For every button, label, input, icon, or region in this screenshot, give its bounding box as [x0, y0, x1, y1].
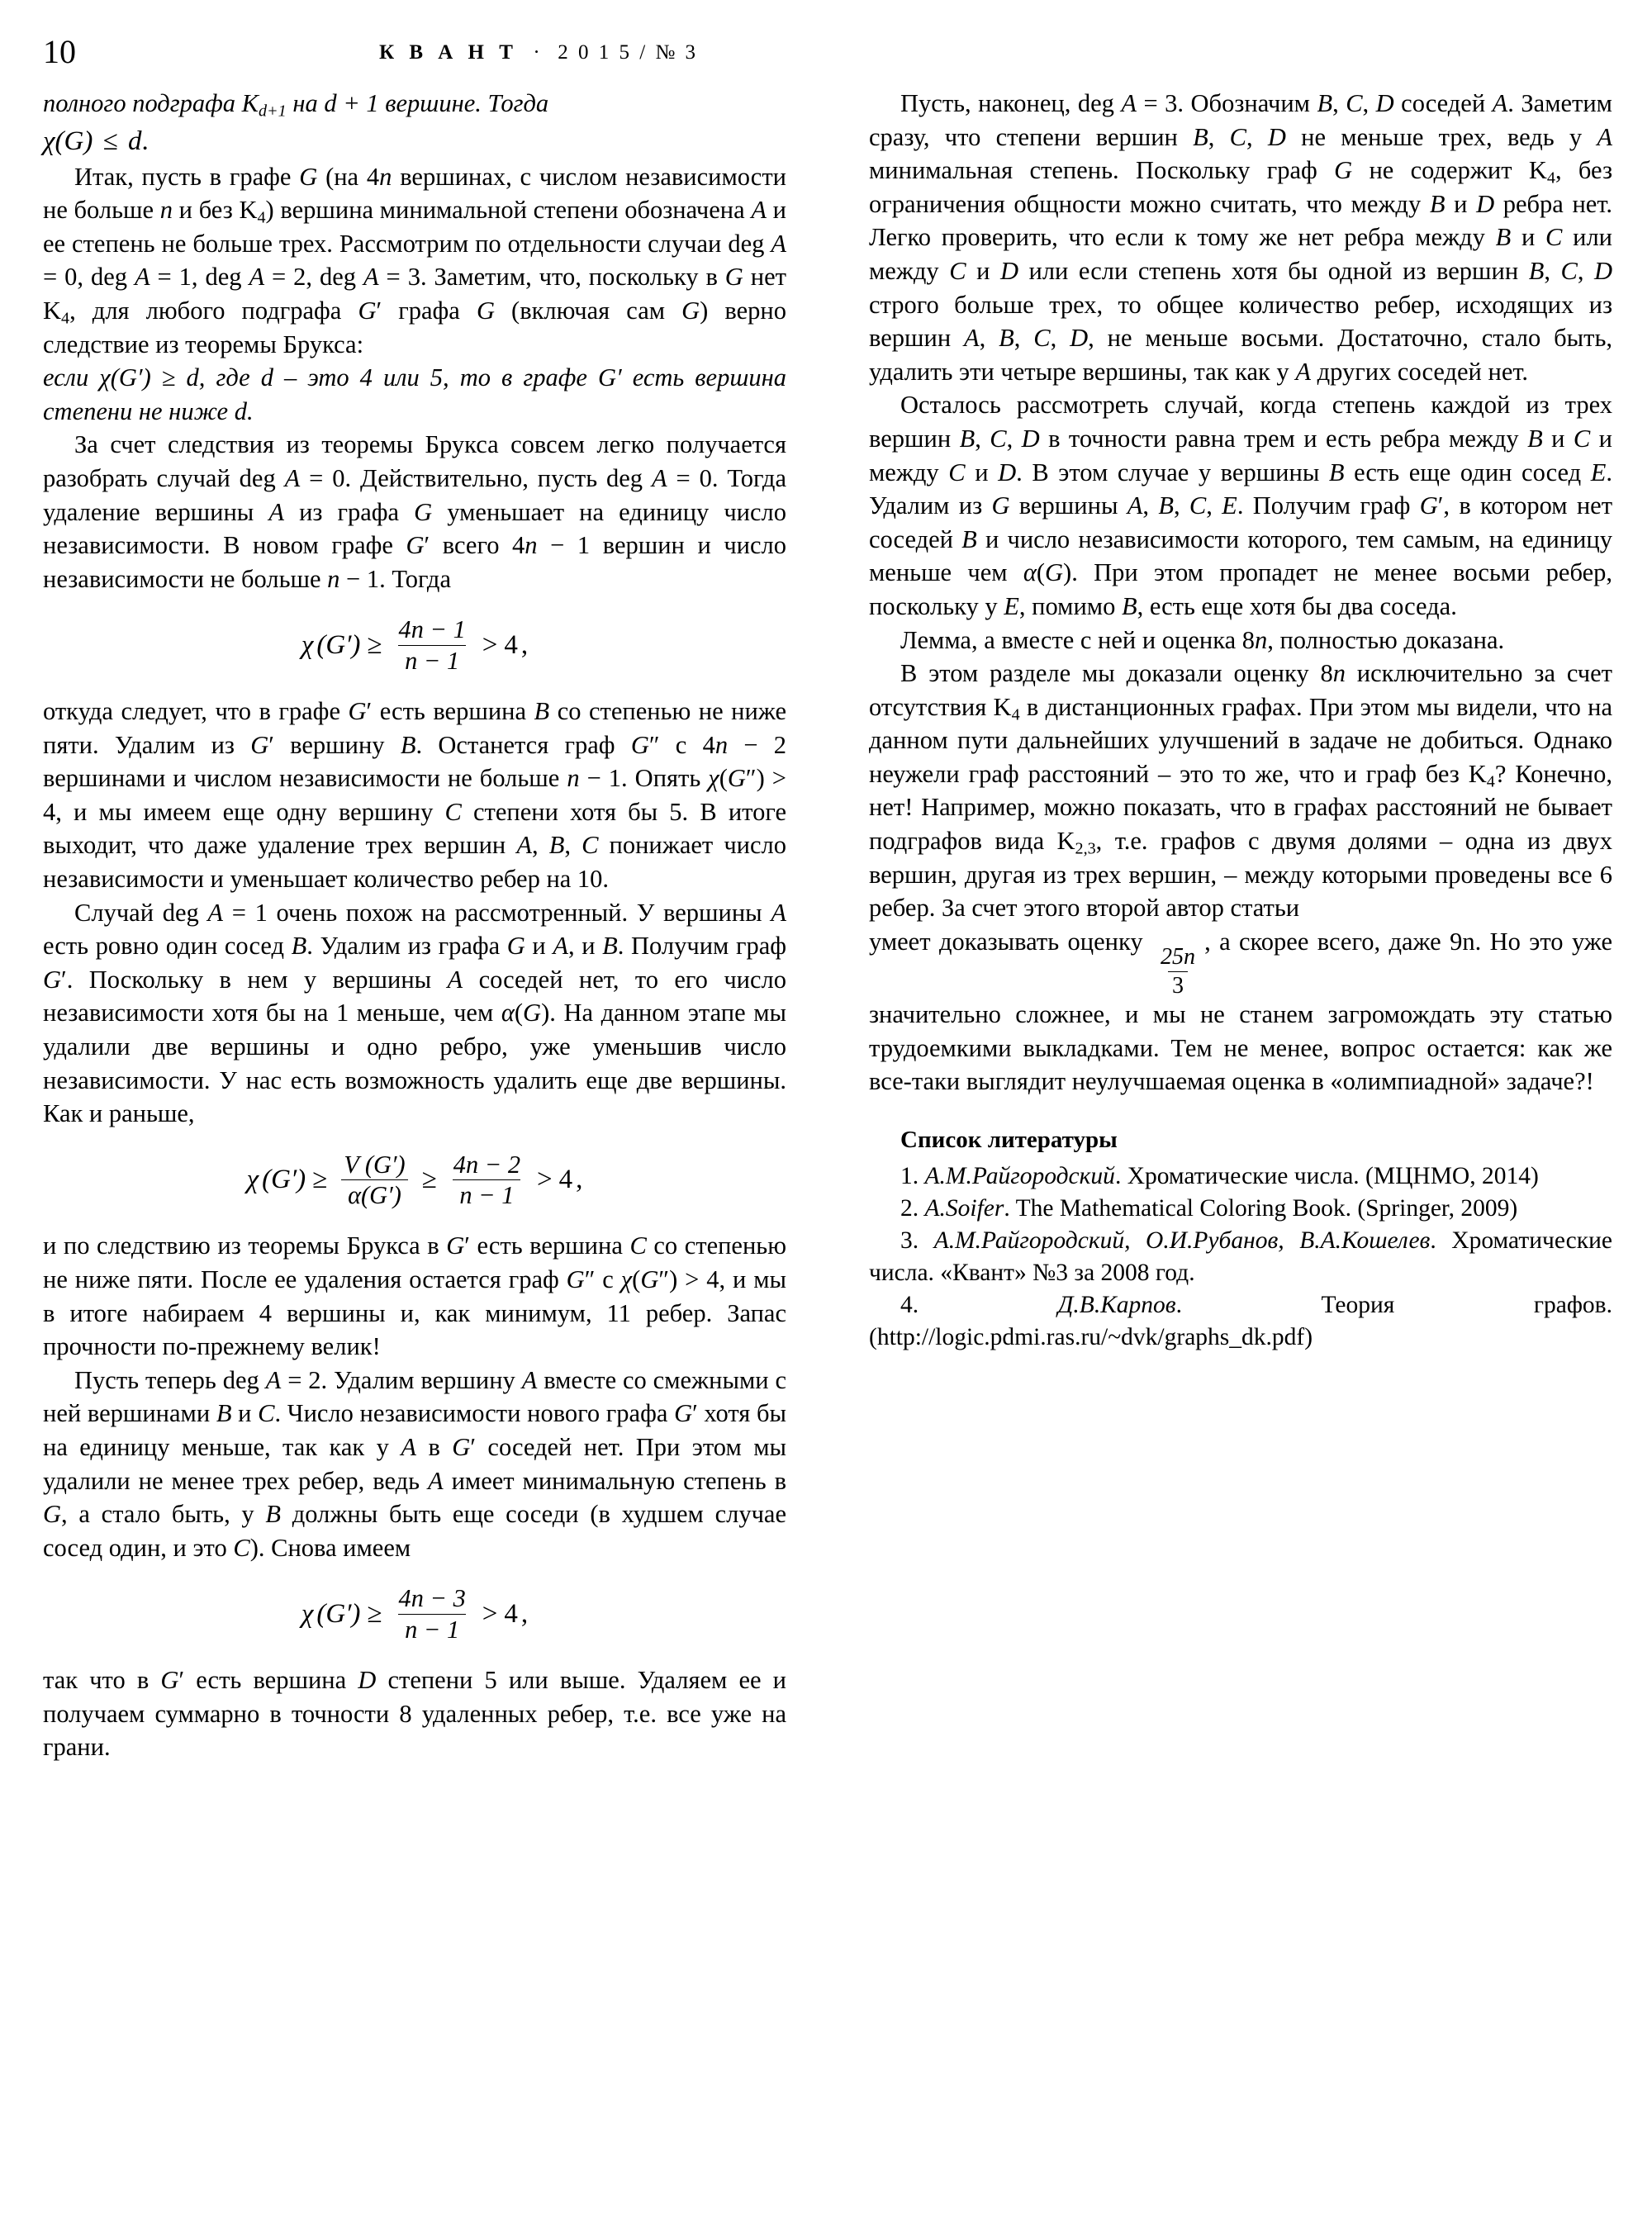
journal-header: [43, 36, 1034, 69]
bib-author: А.М.Райгородский, О.И.Рубанов, В.А.Кошелев: [933, 1227, 1431, 1254]
formula2-denominator-1: α(G′): [341, 1179, 408, 1208]
formula3-rhs: 4: [504, 1598, 518, 1629]
estimate-numerator: 25n: [1160, 944, 1196, 970]
bib-rest: . Хроматические числа. (МЦНМО, 2014): [1114, 1162, 1539, 1189]
subscript-d-plus-1: d+1: [259, 102, 287, 121]
bibliography-item: [869, 1225, 1612, 1289]
formula3-fraction: [392, 1586, 472, 1642]
formula1-comma: ,: [520, 629, 529, 660]
formula3-rel-ge: ≥: [367, 1598, 382, 1629]
bibliography-title: Список литературы: [900, 1126, 1118, 1153]
bib-rest: . Теория графов. (http://logic.pdmi.ras.ru/~dvk/graphs_dk.pdf): [869, 1291, 1612, 1350]
formula2-chi: χ: [246, 1165, 259, 1195]
paragraph-deg3: Пусть, наконец, deg A = 3. Обозначим B, C, D соседей A. Заметим сразу, что степени вершин B, C, D не меньше трех, ведь у A минимальная степень. Поскольку граф G не содержит $K_4$, без ограничения общности можно считать, что между B и D ребра нет. Легко проверить, что если к тому же нет ребра между B и C или между C и D или если степень хотя бы одной из вершин B, C, D строго больше трех, то общее количество ребер, исходящих из вершин A, B, C, D, не меньше восьми. Достаточно, стало быть, удалить эти четыре вершины, так как у A других соседей нет.: [869, 89, 1613, 386]
paragraph-itak: Итак, пусть в графе G (на 4n вершинах, с числом независимости не больше n и без $K_4$) вершина минимальной степени обозначена A и ее степень не больше трех. Рассмотрим по отдельности случаи deg A = 0, deg A = 1, deg A = 2, deg A = 3. Заметим, что, поскольку в G нет $K_4$, для любого подграфа G′ графа G (включая сам G) верно следствие из теоремы Брукса:: [43, 162, 786, 358]
running-head: [43, 33, 1612, 71]
formula2-denominator-2: n − 1: [453, 1179, 520, 1208]
formula2-arg: (G′): [262, 1165, 306, 1195]
display-formula-2: [43, 1152, 786, 1208]
formula1-rel-gt: >: [482, 629, 498, 660]
page-number: 10: [43, 33, 76, 70]
formula1-rel-ge: ≥: [367, 629, 382, 660]
paragraph-tail: так что в G′ есть вершина D степени 5 или выше. Удаляем ее и получаем суммарно в точности 8 удаленных ребер, т.е. все уже на грани.: [43, 1666, 786, 1762]
symbol-K: K: [241, 89, 259, 117]
formula2-rhs: 4: [558, 1165, 573, 1195]
formula2-rel-gt: >: [537, 1165, 553, 1195]
relation-le: ≤: [102, 126, 118, 156]
paragraph-brooks-corollary: если χ(G′) ≥ d, где d – это 4 или 5, то в графе G′ есть вершина степени не ниже d.: [43, 363, 786, 425]
value-d: d: [127, 126, 142, 156]
paragraph-deg2: Пусть теперь deg A = 2. Удалим вершину A вместе со смежными с ней вершинами B и C. Число независимости нового графа G′ хотя бы на единицу меньше, так как у A в G′ соседей нет. При этом мы удалили не менее трех ребер, ведь A имеет минимальную степень в G, а стало быть, у B должны быть еще соседи (в худшем случае сосед один, и это C). Снова имеем: [43, 1365, 787, 1562]
inline-formula-chi-le-d: [43, 122, 786, 160]
bib-author: Д.В.Карпов: [1057, 1291, 1176, 1318]
paragraph-lemma-proved: Лемма, а вместе с ней и оценка 8n, полностью доказана.: [900, 625, 1505, 654]
bib-author: А.М.Райгородский: [924, 1162, 1115, 1189]
formula2-comma: ,: [576, 1165, 583, 1195]
formula3-denominator: n − 1: [398, 1614, 466, 1642]
formula1-numerator: 4n − 1: [398, 615, 466, 644]
bib-rest: . Хроматические числа. «Квант» №3 за 2008 год.: [869, 1227, 1612, 1286]
display-formula-1: [43, 617, 786, 673]
bibliography-item: [869, 1160, 1612, 1193]
formula-period: .: [141, 126, 149, 156]
formula3-numerator: 4n − 3: [398, 1584, 466, 1613]
formula1-arg: (G′): [316, 629, 361, 660]
estimate-text-before: умеет доказывать оценку: [869, 927, 1151, 956]
formula3-comma: ,: [520, 1598, 529, 1629]
formula2-rel-ge-2: ≥: [421, 1165, 437, 1195]
bibliography-item: [869, 1289, 1612, 1354]
paragraph-after-formula-2: и по следствию из теоремы Брукса в G′ есть вершина C со степенью не ниже пяти. После ее удаления остается граф G″ с χ(G″) > 4, и мы в итоге набираем 4 вершины и, как минимум, 11 ребер. Запас прочности по-прежнему велик!: [43, 1231, 786, 1361]
formula2-numerator-1: V (G′): [344, 1150, 406, 1179]
right-column: [869, 87, 1612, 1354]
paragraph-last-case: Осталось рассмотреть случай, когда степень каждой из трех вершин B, C, D в точности равна трем и есть ребра между B и C и между C и D. В этом случае у вершины B есть еще один сосед E. Удалим из G вершины A, B, C, E. Получим граф G′, в котором нет соседей B и число независимости которого, тем самым, на единицу меньше чем α(G). При этом пропадет не менее восьми ребер, поскольку у E, помимо B, есть еще хотя бы два соседа.: [869, 391, 1613, 620]
bib-rest: . The Mathematical Coloring Book. (Springer, 2009): [1004, 1194, 1518, 1222]
estimate-denominator: 3: [1168, 971, 1188, 998]
chi-symbol: χ: [43, 126, 55, 156]
bib-author: A.Soifer: [924, 1194, 1004, 1222]
estimate-fraction: [1156, 945, 1199, 998]
formula2-fraction-1: [337, 1152, 411, 1208]
formula1-rhs: 4: [504, 629, 518, 660]
display-formula-3: [43, 1586, 786, 1642]
paragraph-deg0: За счет следствия из теоремы Брукса совсем легко получается разобрать случай deg A = 0. Действительно, пусть deg A = 0. Тогда удаление вершины A из графа G уменьшает на единицу число независимости. В новом графе G′ всего 4n − 1 вершин и число независимости не больше n − 1. Тогда: [43, 430, 787, 593]
estimate-text-after: , а скорее всего, даже 9n. Но это уже значительно сложнее, и мы не станем загромождать эту статью трудоемкими выкладками. Тем не менее, вопрос остается: как же все-таки выглядит неулучшаемая оценка в «олимпиадной» задаче?!: [869, 927, 1613, 1096]
formula1-denominator: n − 1: [398, 645, 466, 673]
paragraph-after-formula-1: откуда следует, что в графе G′ есть вершина B со степенью не ниже пяти. Удалим из G′ вершину B. Останется граф G″ с 4n − 2 вершинами и числом независимости не больше n − 1. Опять χ(G″) > 4, и мы имеем еще одну вершину C степени хотя бы 5. В итоге выходит, что даже удаление трех вершин A, B, C понижает число независимости и уменьшает количество ребер на 10.: [43, 697, 787, 893]
journal-issue: 2 0 1 5 / № 3: [558, 41, 699, 64]
paragraph-estimate: [869, 925, 1612, 1099]
bib-number: 3.: [900, 1227, 919, 1254]
bib-number: 2.: [900, 1194, 919, 1222]
formula3-chi: χ: [301, 1598, 314, 1629]
left-column: [43, 87, 786, 1764]
bibliography-item: [869, 1193, 1612, 1225]
formula2-fraction-2: [447, 1152, 527, 1208]
formula3-rel-gt: >: [482, 1598, 498, 1629]
bib-number: 4.: [900, 1291, 919, 1318]
journal-name: К В А Н Т: [378, 41, 518, 64]
paragraph-section-summary: В этом разделе мы доказали оценку 8n исключительно за счет отсутствия $K_4$ в дистанционных графах. При этом мы видели, что на данном пути дальнейших улучшений в задаче не добиться. Однако неужели граф расстояний – это то же, что и граф без $K_4$? Конечно, нет! Например, можно показать, что в графах расстояний не бывает подграфов вида $K_{2,3}$, т.е. графов с двумя долями – одна из двух вершин, другая из трех вершин, – между которыми проведены все 6 ребер. За счет этого второй автор статьи: [869, 659, 1613, 923]
text-before-k: полного подграфа: [43, 89, 242, 117]
formula2-rel-ge-1: ≥: [312, 1165, 328, 1195]
formula1-fraction: [392, 617, 472, 673]
paragraph-deg1: Случай deg A = 1 очень похож на рассмотренный. У вершины A есть ровно один сосед B. Удалим из графа G и A, и B. Получим граф G′. Поскольку в нем у вершины A соседей нет, то его число независимости хотя бы на 1 меньше, чем α(G). На данном этапе мы удалили две вершины и одно ребро, уже уменьшив число независимости. У нас есть возможность удалить еще две вершины. Как и раньше,: [43, 898, 786, 1128]
formula3-arg: (G′): [316, 1598, 361, 1629]
header-separator: ·: [533, 41, 543, 64]
chi-argument: (G): [55, 126, 93, 156]
paragraph-continuation: [43, 87, 786, 121]
formula2-numerator-2: 4n − 2: [453, 1150, 521, 1179]
bib-number: 1.: [900, 1162, 919, 1189]
text-after-k: на d + 1 вершине. Тогда: [286, 89, 549, 117]
formula1-chi: χ: [301, 629, 314, 660]
